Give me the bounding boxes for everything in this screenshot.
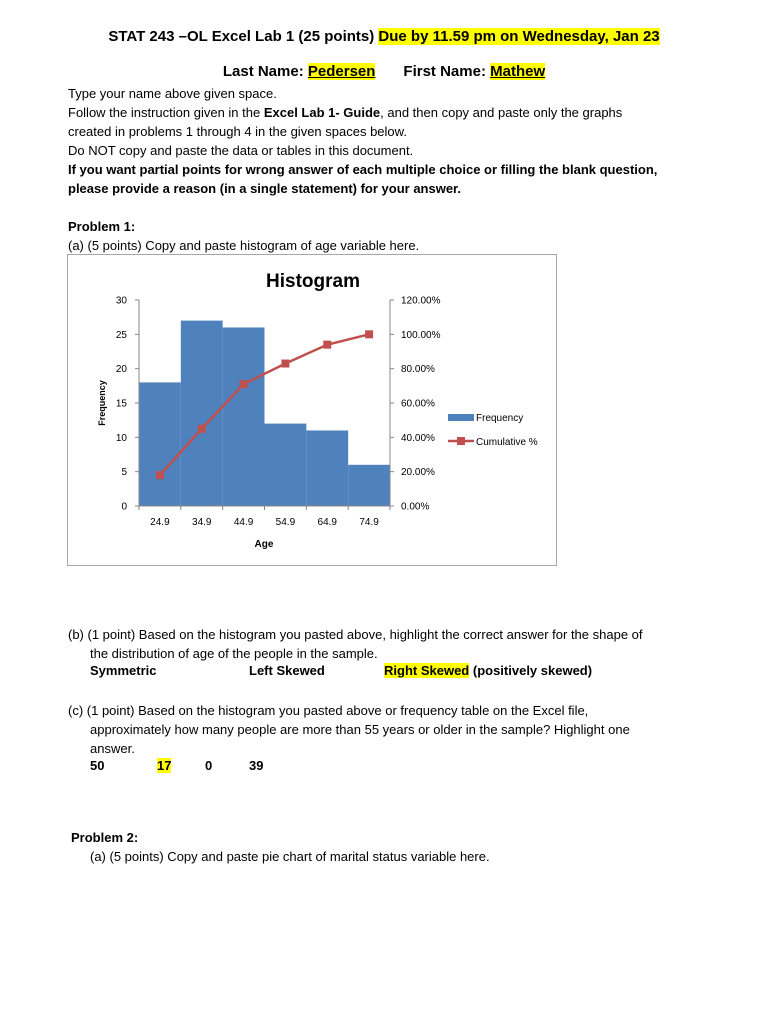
cumulative-point [281, 360, 289, 368]
problem2-section [71, 828, 711, 866]
instruction-line: please provide a reason (in a single statement) for your answer. [68, 181, 462, 196]
y2-tick-label: 120.00% [401, 295, 441, 307]
title-main: STAT 243 –OL Excel Lab 1 (25 points) [108, 28, 379, 45]
chart-title: Histogram [266, 271, 360, 292]
y-tick-label: 30 [115, 295, 127, 307]
legend-cumulative-label: Cumulative % [476, 437, 538, 448]
y2-tick-label: 80.00% [401, 364, 435, 376]
x-tick-label: 64.9 [317, 517, 337, 528]
option-symmetric[interactable]: Symmetric [90, 663, 157, 678]
option-50[interactable]: 50 [90, 758, 105, 773]
document-title [0, 28, 768, 45]
y-tick-label: 5 [121, 467, 127, 479]
y-tick-label: 20 [115, 364, 127, 376]
last-name-value[interactable]: Pedersen [307, 63, 376, 80]
first-name-label: First Name: [403, 63, 491, 80]
y-tick-label: 0 [121, 501, 127, 513]
legend-frequency-swatch [448, 414, 474, 421]
y2-tick-label: 0.00% [401, 501, 430, 513]
problem2-part-a: (a) (5 points) Copy and paste pie chart of marital status variable here. [90, 849, 490, 864]
cumulative-point [365, 330, 373, 338]
instruction-line: Do NOT copy and paste the data or tables in this document. [68, 143, 414, 158]
instruction-line: created in problems 1 through 4 in the given spaces below. [68, 124, 407, 139]
histogram-bar [306, 430, 348, 506]
cumulative-point [156, 471, 164, 479]
option-right-skewed-row [384, 663, 592, 678]
x-axis-label: Age [254, 539, 274, 550]
cumulative-point [323, 341, 331, 349]
y2-tick-label: 100.00% [401, 329, 441, 341]
problem1-header [68, 217, 708, 255]
y2-tick-label: 60.00% [401, 398, 435, 410]
histogram-svg [68, 255, 556, 565]
x-tick-label: 54.9 [275, 517, 296, 528]
y-tick-label: 10 [115, 432, 127, 444]
title-due-date: Due by 11.59 pm on Wednesday, Jan 23 [378, 28, 660, 45]
problem1-heading: Problem 1: [68, 219, 136, 234]
option-0[interactable]: 0 [205, 758, 213, 773]
problem1-part-b: (b) (1 point) Based on the histogram you pasted above, highlight the correct answer for the shape of the distribution of age of the people in the sample. [68, 627, 643, 661]
problem1-part-a: (a) (5 points) Copy and paste histogram of age variable here. [68, 238, 420, 253]
legend-frequency-label: Frequency [476, 413, 524, 424]
histogram-bar [348, 465, 390, 506]
first-name-value[interactable]: Mathew [490, 63, 546, 80]
option-17[interactable]: 17 [157, 758, 172, 773]
instruction-line: Follow the instruction given in the Excel Lab 1- Guide, and then copy and paste only the graphs [68, 105, 623, 120]
x-tick-label: 34.9 [192, 517, 212, 528]
x-tick-label: 44.9 [233, 517, 254, 528]
instruction-line: If you want partial points for wrong answer of each multiple choice or filling the blank question, [68, 162, 658, 177]
cumulative-point [240, 380, 248, 388]
y2-tick-label: 20.00% [401, 467, 435, 479]
histogram-chart [67, 254, 557, 566]
option-right-skewed[interactable]: Right Skewed [384, 663, 470, 678]
x-tick-label: 74.9 [359, 517, 379, 528]
instruction-line: Type your name above given space. [68, 86, 277, 101]
y-tick-label: 25 [115, 329, 127, 341]
last-name-label: Last Name: [222, 63, 308, 80]
x-tick-label: 24.9 [150, 517, 170, 528]
cumulative-point [198, 425, 206, 433]
name-line [0, 63, 768, 80]
histogram-bar [265, 424, 307, 506]
problem1-part-c: (c) (1 point) Based on the histogram you pasted above or frequency table on the Excel file, approximately how many people are more than 55 years or older in the sample? Highlight one answer. [68, 703, 630, 756]
y-tick-label: 15 [115, 398, 127, 410]
y2-tick-label: 40.00% [401, 432, 435, 444]
option-left-skewed[interactable]: Left Skewed [249, 663, 325, 678]
option-39[interactable]: 39 [249, 758, 264, 773]
y-axis-label: Frequency [97, 380, 107, 426]
histogram-bar [139, 382, 181, 506]
histogram-bar [223, 327, 265, 506]
problem2-heading: Problem 2: [71, 830, 139, 845]
option-right-skewed-note: (positively skewed) [469, 663, 593, 678]
legend-cumulative-swatch-marker [457, 437, 465, 445]
instructions [68, 84, 708, 198]
